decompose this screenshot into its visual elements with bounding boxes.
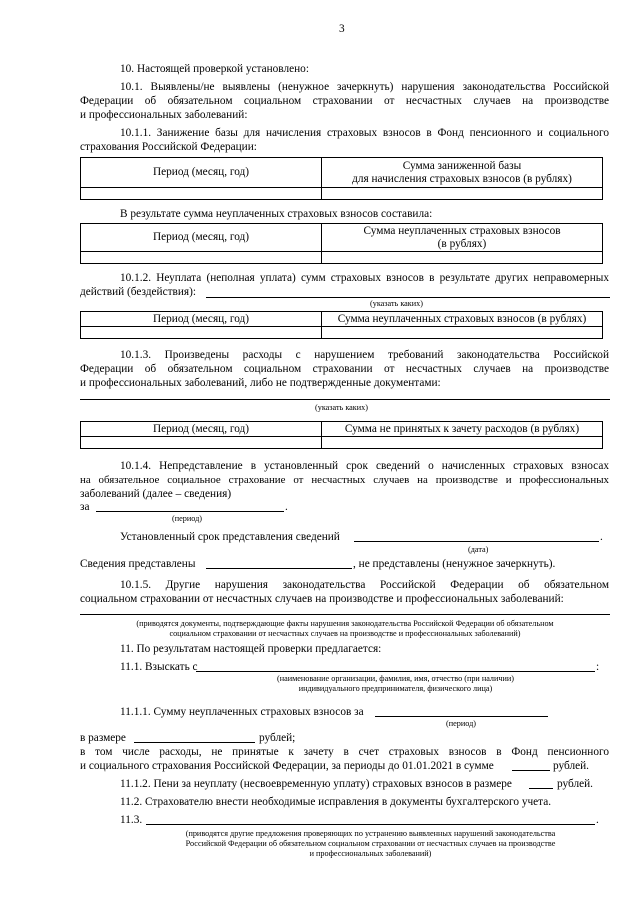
section-10-1-2-line1: 10.1.2. Неуплата (неполная уплата) сумм страховых взносов в результате других неправомерных — [120, 272, 609, 284]
before-2021-rub: рублей. — [553, 760, 589, 772]
table1-header-period: Период (месяц, год) — [81, 158, 322, 188]
section-10-1-5-line1: 10.1.5. Другие нарушения законодательства Российской Федерации об обязательном — [120, 579, 609, 591]
unpaid-sum-label: 11.1.1. Сумму неуплаченных страховых взносов за — [120, 706, 364, 718]
section-10-1-5-line2: социальном страховании от несчастных случаев на производстве и профессиональных заболеваний: — [80, 593, 564, 605]
period-before-2021-text: и социального страхования Российской Федерации, за периоды до 01.01.2021 в сумме — [80, 760, 494, 772]
table2-header-period: Период (месяц, год) — [81, 224, 322, 252]
submitted-label: Сведения представлены — [80, 558, 196, 570]
table4-header-period: Период (месяц, год) — [81, 422, 322, 437]
section-10-1-4-line1: 10.1.4. Непредставление в установленный срок сведений о начисленных страховых взносах — [120, 460, 609, 472]
table4-cell-sum[interactable] — [322, 437, 603, 449]
expenses-input-line[interactable] — [80, 399, 610, 400]
section-10-1-line2: Федерации об обязательном социальном страховании от несчастных случаев на производстве — [80, 95, 609, 107]
collect-from-label: 11.1. Взыскать с — [120, 661, 198, 673]
table-unpaid-other — [80, 311, 603, 339]
other-proposals-hint-line2: Российской Федерации об обязательном социальном страховании от несчастных случаев на производстве — [185, 839, 556, 848]
table4-header-sum: Сумма не принятых к зачету расходов (в рублях) — [322, 422, 603, 437]
other-proposals-label: 11.3. — [120, 814, 143, 826]
section-10-1-3-line1: 10.1.3. Произведены расходы с нарушением требований законодательства Российской — [120, 349, 609, 361]
expenses-included-line: в том числе расходы, не принятые к зачету в счет страховых взносов в Фонд пенсионного — [80, 746, 609, 758]
section-10-1-2-line2: действий (бездействия): — [80, 286, 197, 298]
deadline-dot: . — [600, 531, 603, 543]
period-hint: (период) — [172, 514, 202, 523]
result-text: В результате сумма неуплаченных страховых взносов составила: — [120, 208, 433, 220]
section-10-1-1-line2: страхования Российской Федерации: — [80, 141, 257, 153]
table1-cell-period[interactable] — [81, 188, 322, 200]
section-10-1-line3: и профессиональных заболеваний: — [80, 109, 248, 121]
table1-cell-sum[interactable] — [322, 188, 603, 200]
deadline-label: Установленный срок представления сведений — [120, 531, 340, 543]
table-unpaid-contributions — [80, 223, 603, 264]
other-proposals-input-line[interactable] — [146, 824, 595, 825]
collect-from-colon: : — [596, 661, 600, 673]
not-submitted-text: , не представлены (ненужное зачеркнуть). — [353, 558, 556, 570]
amount-label: в размере — [80, 732, 126, 744]
submitted-input-line[interactable] — [206, 568, 352, 569]
section-10-1-4-line3: заболеваний (далее – сведения) — [80, 488, 232, 500]
page-number: 3 — [339, 23, 345, 35]
table2-header-sum — [322, 224, 603, 252]
collect-from-hint-line2: индивидуального предпринимателя, физического лица) — [298, 684, 493, 693]
section-10-1-line1: 10.1. Выявлены/не выявлены (ненужное зачеркнуть) нарушения законодательства Российской — [120, 81, 609, 93]
table-rejected-expenses — [80, 421, 603, 449]
table2-header-sum-line1: Сумма неуплаченных страховых взносов — [363, 224, 561, 237]
table2-cell-period[interactable] — [81, 252, 322, 264]
other-proposals-hint-line3: и профессиональных заболеваний) — [309, 849, 432, 858]
collect-from-input-line[interactable] — [196, 671, 595, 672]
table-understated-base — [80, 157, 603, 200]
before-2021-input-line[interactable] — [512, 770, 550, 771]
actions-hint: (указать каких) — [370, 299, 423, 308]
collect-from-hint-line1: (наименование организации, фамилия, имя, отчество (при наличии) — [276, 674, 515, 683]
penalty-text: 11.1.2. Пени за неуплату (несвоевременную уплату) страховых взносов в размере — [120, 778, 512, 790]
penalty-rub: рублей. — [557, 778, 593, 790]
section-10-1-3-line3: и профессиональных заболеваний, либо не подтвержденные документами: — [80, 377, 441, 389]
section-11-title: 11. По результатам настоящей проверки предлагается: — [120, 643, 382, 655]
unpaid-period-input-line[interactable] — [375, 716, 548, 717]
section-10-title: 10. Настоящей проверкой установлено: — [120, 63, 309, 75]
other-violations-input-line[interactable] — [80, 614, 610, 615]
table1-header-sum-line1: Сумма заниженной базы — [402, 159, 522, 172]
other-violations-hint-line2: социальном страховании от несчастных случаев на производстве и профессиональных заболеваний) — [169, 629, 521, 638]
amount-input-line[interactable] — [134, 742, 255, 743]
table3-cell-period[interactable] — [81, 327, 322, 339]
unpaid-period-hint: (период) — [446, 719, 476, 728]
table3-cell-sum[interactable] — [322, 327, 603, 339]
expenses-hint: (указать каких) — [315, 403, 368, 412]
section-10-1-4-line2: на обязательное социальное страхование от несчастных случаев на производстве и профессиональных — [80, 474, 609, 486]
corrections-text: 11.2. Страхователю внести необходимые исправления в документы бухгалтерского учета. — [120, 796, 552, 808]
table3-header-period: Период (месяц, год) — [81, 312, 322, 327]
table4-cell-period[interactable] — [81, 437, 322, 449]
section-10-1-3-line2: Федерации об обязательном социальном страховании от несчастных случаев на производстве — [80, 363, 609, 375]
penalty-input-line[interactable] — [529, 788, 553, 789]
table2-header-sum-line2: (в рублях) — [437, 237, 487, 250]
period-dot: . — [285, 501, 288, 513]
deadline-input-line[interactable] — [354, 541, 599, 542]
other-proposals-hint-line1: (приводятся другие предложения проверяющих по устранению выявленных нарушений законодательства — [185, 829, 556, 838]
table3-header-sum: Сумма неуплаченных страховых взносов (в рублях) — [322, 312, 603, 327]
period-za-label: за — [80, 501, 90, 513]
table1-header-sum-line2: для начисления страховых взносов (в рублях) — [352, 172, 572, 185]
section-10-1-1-line1: 10.1.1. Занижение базы для начисления страховых взносов в Фонд пенсионного и социального — [120, 127, 609, 139]
other-proposals-dot: . — [596, 814, 599, 826]
table1-header-sum — [322, 158, 603, 188]
other-violations-hint-line1: (приводятся документы, подтверждающие факты нарушения законодательства Российской Федерации об обязательном — [136, 619, 554, 628]
table2-cell-sum[interactable] — [322, 252, 603, 264]
actions-input-line[interactable] — [206, 297, 610, 298]
amount-rub: рублей; — [259, 732, 296, 744]
date-hint: (дата) — [468, 545, 489, 554]
period-input-line[interactable] — [96, 511, 284, 512]
